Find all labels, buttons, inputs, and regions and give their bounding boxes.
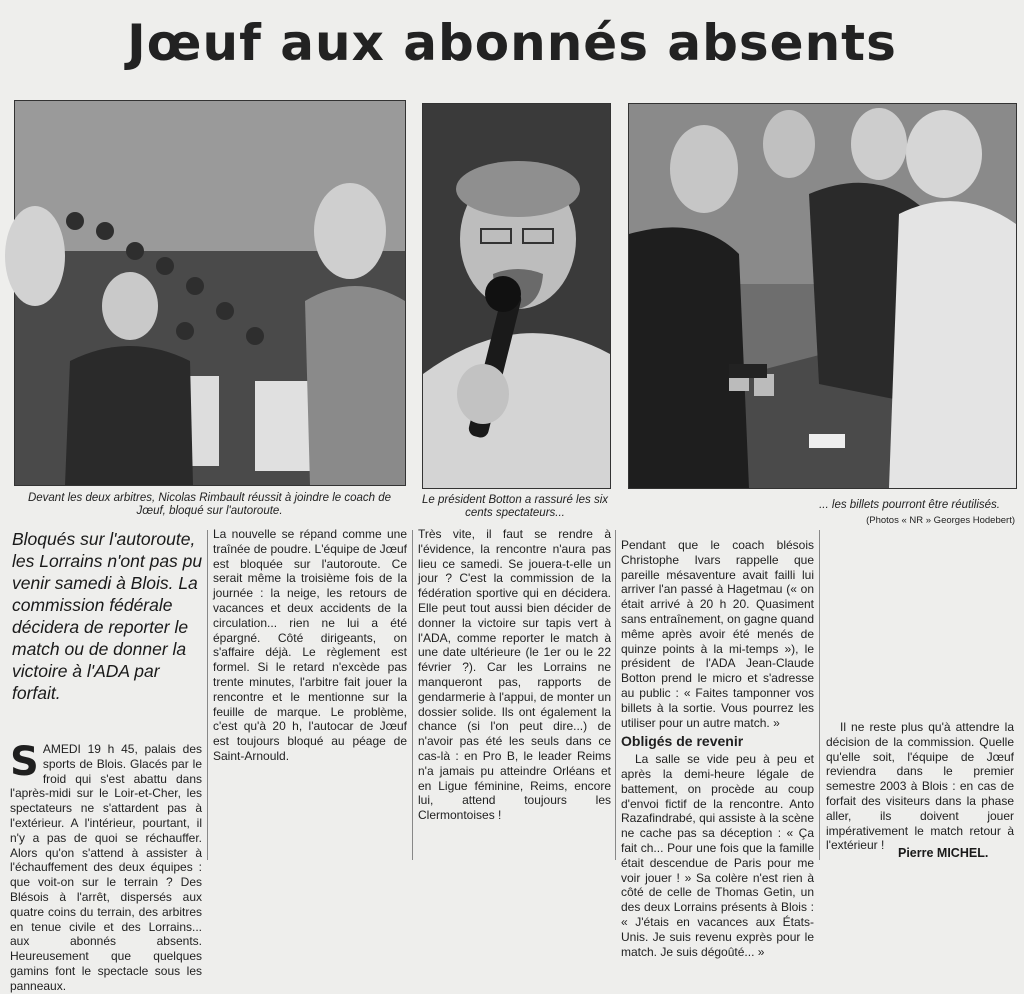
column-rule: [412, 530, 413, 860]
photo-caption-3: ... les billets pourront être réutilisés.: [819, 499, 1000, 511]
photo-tickets-table: [628, 103, 1017, 489]
article-paragraph-2: La nouvelle se répand comme une traînée de poudre. L'équipe de Jœuf est bloquée sur l'autoroute. Ce serait même la troisième fois de la journée : la neige, les retours de vacances et deux accidents de la circulation... rien ne lui a été épargné. Côté dirigeants, on s'affaire déjà. Le règlement est formel. Si le retard n'excède pas trente minutes, l'arbitre fait jouer la rencontre et le mentionne sur la feuille de marque. Le problème, c'est qu'à 20 h, l'autocar de Jœuf est toujours bloqué au péage de Saint-Arnould.: [213, 527, 407, 763]
article-column-2: [213, 527, 407, 867]
article-paragraph-3: Très vite, il faut se rendre à l'évidence, la rencontre n'aura pas lieu ce samedi. Se jouera-t-elle un jour ? C'est la commission de la fédération sportive qui en décidera. Elle peut tout aussi bien décider de donner la victoire sur tapis vert à l'ADA, comme reporter le match à une date ultérieure (le 1er ou le 22 février ?). Car les Lorrains ne manqueront pas, rapports de gendarmerie à l'appui, de monter un dossier solide. Ils ont également la chance (si l'on peut dire...) de n'avoir pas été les seuls dans ce cas-là : en Pro B, le leader Reims n'a jamais pu atteindre Orléans et en Ligue féminine, Reims, encore lui, attend toujours les Clermontoises !: [418, 527, 611, 823]
photo-president-microphone: [422, 103, 611, 489]
photo-caption-2: Le président Botton a rassuré les six cents spectateurs...: [421, 494, 609, 519]
drop-cap: S: [10, 739, 39, 785]
article-column-3: [418, 527, 611, 867]
photo-credit: (Photos « NR » Georges Hodebert): [866, 515, 1015, 526]
column-rule: [207, 530, 208, 860]
article-column-4: [621, 538, 814, 959]
signature: Pierre MICHEL.: [898, 846, 989, 860]
photo-caption-1: Devant les deux arbitres, Nicolas Rimbault réussit à joindre le coach de Jœuf, bloqué sur l'autoroute.: [27, 492, 392, 517]
column-rule: [615, 530, 616, 860]
subhead: Obligés de revenir: [621, 733, 744, 750]
article-paragraph-1: AMEDI 19 h 45, palais des sports de Blois. Glacés par le froid qui s'est abattu dans l'après-midi sur le Loir-et-Cher, les spectateurs ne s'attardent pas à l'extérieur. A l'intérieur, pourtant, il n'y a pas de quoi se réchauffer. Alors qu'on s'attend à assister à l'échauffement des deux équipes : que voit-on sur le terrain ? Des Blésois à l'arrêt, dispersés aux quatre coins du terrain, des arbitres en tenue civile et des Lorrains... aux abonnés absents. Heureusement que quelques gamins font le spectacle sous les panneaux.: [10, 742, 202, 993]
column-rule: [819, 530, 820, 860]
article-column-1: [10, 739, 202, 993]
article-paragraph-5: La salle se vide peu à peu et après la demi-heure légale de battement, on procède au coup d'envoi fictif de la rencontre. Anto Razafindrabé, qui assiste à la scène ne cache pas sa déception : « Ça fait ch... Pour une fois que la famille était descendue de Paris pour me voir jouer ! » Sa colère n'est rien à côté de celle de Thomas Getin, un des deux Lorrains présents à Blois : « J'étais en vacances aux États-Unis. Je suis revenu exprès pour le match. Je suis dégoûté... »: [621, 752, 814, 959]
photo-referees-phone: [14, 100, 406, 486]
lede: Bloqués sur l'autoroute, les Lorrains n'ont pas pu venir samedi à Blois. La commission fédérale décidera de reporter le match ou de donner la victoire à l'ADA par forfait.: [12, 529, 203, 703]
article-paragraph-6: Il ne reste plus qu'à attendre la décision de la commission. Quelle qu'elle soit, l'équipe de Jœuf reviendra dans le premier semestre 2003 à Blois : en cas de forfait des visiteurs dans la phase aller, ils doivent jouer impérativement le match retour à l'extérieur !: [826, 720, 1014, 853]
headline: Jœuf aux abonnés absents: [127, 14, 897, 72]
article-paragraph-4: Pendant que le coach blésois Christophe Ivars rappelle que pareille mésaventure avait failli lui arriver l'an passé à Hagetmau (« on était arrivé à 20 h 20. Quasiment sans entraînement, on gagne quand même après avoir été menés de quinze points à la mi-temps »), le président de l'ADA Jean-Claude Botton prend le micro et s'adresse au public : « Faites tamponner vos billets à la sortie. Vous pourrez les utiliser pour un autre match. »: [621, 538, 814, 730]
